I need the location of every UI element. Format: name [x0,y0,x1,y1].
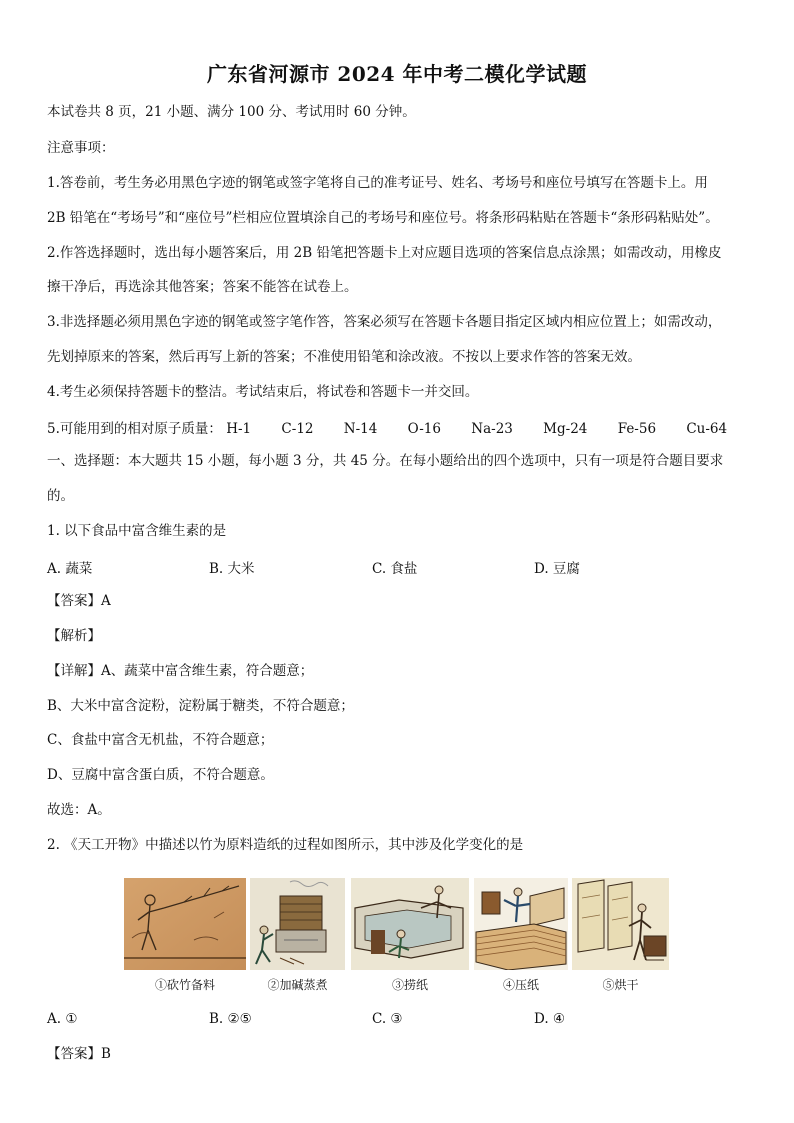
panel-steam-image [250,878,345,970]
notice-heading: 注意事项： [47,140,115,156]
q1-options [47,557,767,577]
atomic-mass-na: Na-23 [471,421,513,437]
note-2-line-2: 擦干净后，再选涂其他答案；答案不能答在试卷上。 [47,279,358,295]
caption-1: ①砍竹备料 [154,978,215,992]
q1-detail-b: B、大米中富含淀粉，淀粉属于糖类，不符合题意； [47,698,354,714]
q2-option-a: A. ① [47,1011,78,1027]
q1-answer: 【答案】A [47,593,111,609]
q1-option-a: A. 蔬菜 [47,561,93,577]
q1-choice: 故选：A。 [47,802,111,818]
q2-options [47,1011,767,1031]
q1-option-c: C. 食盐 [372,561,418,577]
caption-4: ④压纸 [502,978,539,992]
note-1-line-2: 2B 铅笔在“考场号”和“座位号”栏相应位置填涂自己的考场号和座位号。将条形码粘贴在答题卡“条形码粘贴处”。 [47,210,719,226]
note-1-line-1: 1.答卷前，考生务必用黑色字迹的钢笔或签字笔将自己的准考证号、姓名、考场号和座位号填写在答题卡上。用 [47,175,708,191]
atomic-masses-label: 5.可能用到的相对原子质量： [47,421,222,437]
q2-option-d: D. ④ [534,1011,566,1027]
q1-detail-a: 【详解】A、蔬菜中富含维生素，符合题意； [47,663,314,679]
atomic-mass-mg: Mg-24 [543,421,588,437]
atomic-mass-n: N-14 [343,421,378,437]
note-4: 4.考生必须保持答题卡的整洁。考试结束后，将试卷和答题卡一并交回。 [47,384,479,400]
q1-analysis-heading: 【解析】 [47,628,101,644]
panel-press-paper-image [474,878,568,970]
atomic-mass-c: C-12 [281,421,314,437]
q1-option-b: B. 大米 [209,561,255,577]
atomic-mass-fe: Fe-56 [617,421,657,437]
q1-detail-c: C、食盐中富含无机盐，不符合题意； [47,732,274,748]
atomic-masses-line [47,417,753,437]
atomic-mass-o: O-16 [407,421,441,437]
atomic-mass-h: H-1 [226,421,252,437]
panel-cut-bamboo-image [124,878,246,970]
q2-option-c: C. ③ [372,1011,403,1027]
panel-dry-image [572,878,669,970]
caption-5: ⑤烘干 [602,978,639,992]
atomic-mass-cu: Cu-64 [686,421,728,437]
note-3-line-2: 先划掉原来的答案，然后再写上新的答案；不准使用铅笔和涂改液。不按以上要求作答的答案无效。 [47,349,641,365]
q2-stem: 2. 《天工开物》中描述以竹为原料造纸的过程如图所示，其中涉及化学变化的是 [47,837,524,853]
q2-option-b: B. ②⑤ [209,1011,252,1027]
caption-3: ③捞纸 [391,978,428,992]
caption-2: ②加碱蒸煮 [267,978,328,992]
q1-detail-d: D、豆腐中富含蛋白质，不符合题意。 [47,767,274,783]
section-heading-line-1: 一、选择题：本大题共 15 小题，每小题 3 分，共 45 分。在每小题给出的四个选项中，只有一项是符合题目要求 [47,453,724,469]
panel-scoop-paper-image [351,878,469,970]
q1-option-d: D. 豆腐 [534,561,580,577]
papermaking-captions [124,976,669,994]
exam-intro: 本试卷共 8 页，21 小题、满分 100 分、考试用时 60 分钟。 [47,104,416,120]
q1-stem: 1. 以下食品中富含维生素的是 [47,523,227,539]
page-title: 广东省河源市 2024 年中考二模化学试题 [206,62,588,86]
section-heading-line-2: 的。 [47,488,74,504]
note-3-line-1: 3.非选择题必须用黑色字迹的钢笔或签字笔作答，答案必须写在答题卡各题目指定区域内相应位置上；如需改动， [47,314,722,330]
note-2-line-1: 2.作答选择题时，选出每小题答案后，用 2B 铅笔把答题卡上对应题目选项的答案信息点涂黑；如需改动，用橡皮 [47,245,722,261]
papermaking-illustration [124,878,669,974]
q2-answer: 【答案】B [47,1046,111,1062]
